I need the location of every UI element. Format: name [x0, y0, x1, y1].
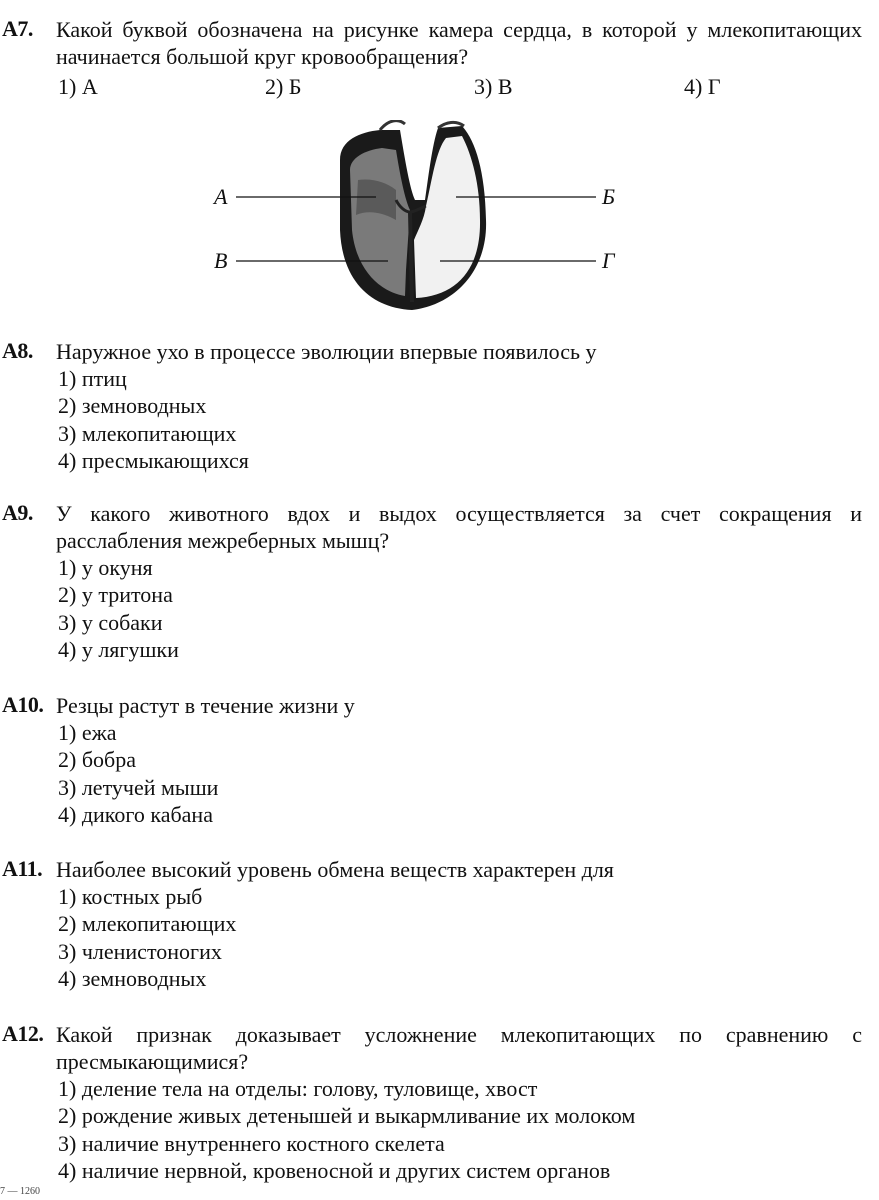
question-a12: [0, 1021, 870, 1187]
answer-option[interactable]: 3) у собаки: [58, 609, 163, 635]
answer-option[interactable]: 1) А: [58, 74, 98, 99]
answer-option[interactable]: 3) членистоногих: [58, 938, 222, 964]
answer-option[interactable]: 1) деление тела на отделы: голову, туловище, хвост: [58, 1076, 538, 1101]
answer-option[interactable]: 2) земноводных: [58, 393, 207, 419]
heart-diagram-figure: [200, 120, 640, 320]
label-v: В: [214, 248, 228, 273]
answer-option[interactable]: 4) земноводных: [58, 965, 207, 991]
question-number: A8.: [2, 338, 33, 363]
answer-option[interactable]: 3) летучей мыши: [58, 774, 219, 800]
answer-option[interactable]: 2) Б: [265, 74, 302, 99]
question-a9: [0, 500, 870, 670]
answer-option[interactable]: 4) у лягушки: [58, 636, 179, 662]
answer-option[interactable]: 1) ежа: [58, 720, 117, 745]
question-number: A10.: [2, 692, 44, 717]
label-b: Б: [602, 184, 615, 209]
question-text: У какого животного вдох и выдох осуществляется за счет сокращения и расслабления межреберных мышц?: [56, 501, 862, 553]
question-number: A11.: [2, 856, 43, 881]
question-a11: [0, 856, 870, 996]
page-footer: 7 — 1260: [0, 1186, 40, 1197]
answer-option[interactable]: 2) у тритона: [58, 582, 173, 608]
answer-option[interactable]: 1) у окуня: [58, 555, 153, 580]
question-text: Резцы растут в течение жизни у: [56, 693, 355, 718]
answer-options: [58, 554, 179, 663]
answer-option[interactable]: 4) наличие нервной, кровеносной и других систем органов: [58, 1157, 611, 1183]
answer-option[interactable]: 4) пресмыкающихся: [58, 447, 249, 473]
answer-options: [58, 365, 249, 474]
answer-option[interactable]: 1) птиц: [58, 366, 127, 391]
question-text: Какой буквой обозначена на рисунке камера сердца, в которой у млекопитающих начинается большой круг кровообращения?: [56, 17, 862, 69]
answer-option[interactable]: 2) млекопитающих: [58, 911, 237, 937]
answer-option[interactable]: 3) млекопитающих: [58, 420, 237, 446]
answer-option[interactable]: 3) В: [474, 74, 513, 99]
question-number: A12.: [2, 1021, 44, 1046]
answer-option[interactable]: 2) бобра: [58, 747, 136, 773]
answer-option[interactable]: 3) наличие внутреннего костного скелета: [58, 1130, 445, 1156]
question-a8: [0, 338, 870, 478]
answer-options: [58, 74, 798, 101]
answer-option[interactable]: 4) дикого кабана: [58, 801, 213, 827]
answer-option[interactable]: 4) Г: [684, 74, 721, 99]
answer-options: [58, 883, 236, 992]
answer-option[interactable]: 2) рождение живых детенышей и выкармливание их молоком: [58, 1103, 636, 1129]
heart-diagram-icon: [200, 120, 640, 320]
question-text: Какой признак доказывает усложнение млекопитающих по сравнению с пресмыкающимися?: [56, 1022, 862, 1074]
answer-options: [58, 1075, 635, 1184]
question-number: A7.: [2, 16, 33, 41]
question-text: Наружное ухо в процессе эволюции впервые появилось у: [56, 339, 597, 364]
label-g: Г: [602, 248, 615, 273]
question-a10: [0, 692, 870, 832]
question-number: A9.: [2, 500, 33, 525]
answer-option[interactable]: 1) костных рыб: [58, 884, 203, 909]
label-a: А: [214, 184, 228, 209]
answer-options: [58, 719, 218, 828]
question-text: Наиболее высокий уровень обмена веществ характерен для: [56, 857, 614, 882]
